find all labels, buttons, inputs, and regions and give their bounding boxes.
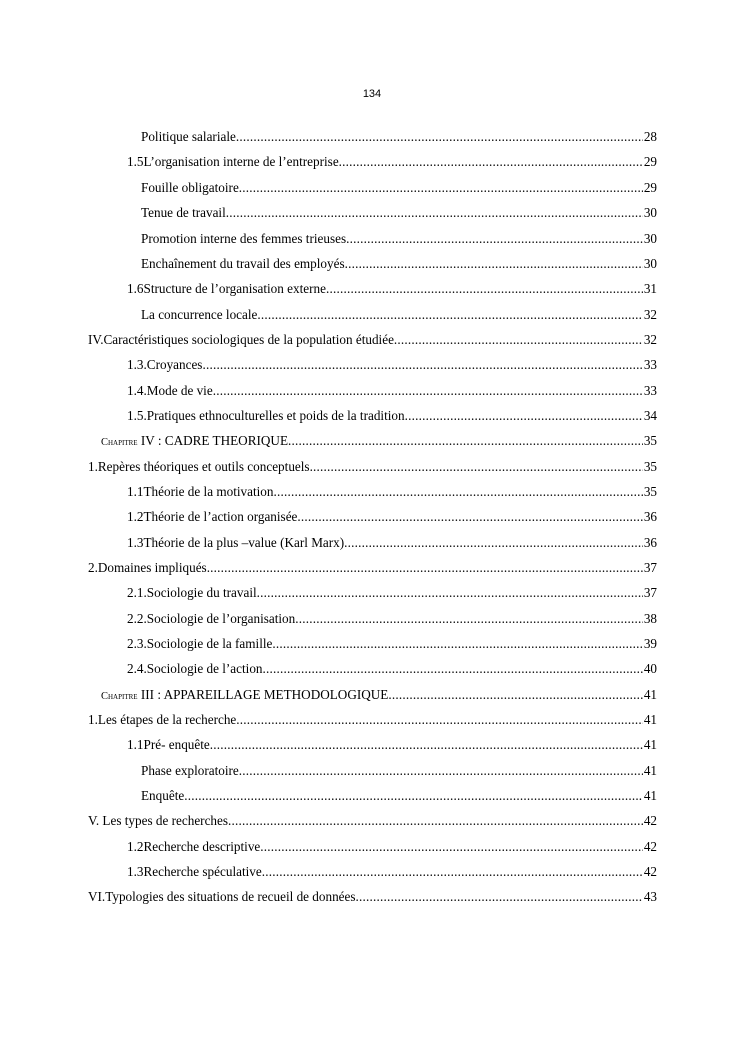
toc-entry-number: 1.6	[127, 281, 144, 296]
toc-dot-leader	[213, 381, 643, 401]
toc-entry-page: 39	[643, 636, 657, 651]
toc-entry[interactable]	[88, 330, 657, 350]
toc-entry-title: Recherche spéculative	[143, 864, 262, 879]
toc-entry-title	[101, 431, 288, 453]
toc-dot-leader	[297, 507, 642, 527]
toc-entry[interactable]	[141, 127, 657, 147]
toc-entry-title: Sociologie de l’organisation	[146, 611, 296, 626]
toc-entry-page: 31	[643, 281, 657, 296]
toc-dot-leader	[210, 735, 643, 755]
toc-entry-number: 1.4.	[127, 383, 147, 398]
toc-entry-title: Phase exploratoire	[141, 763, 239, 778]
toc-entry-number: 1.3	[127, 535, 144, 550]
toc-entry[interactable]	[127, 355, 657, 375]
toc-entry-page: 42	[643, 813, 657, 828]
chapter-title: IV : CADRE THEORIQUE	[140, 433, 288, 448]
toc-entry-page: 35	[643, 433, 657, 448]
toc-dot-leader	[262, 862, 643, 882]
toc-entry[interactable]	[127, 482, 657, 502]
toc-entry-page: 41	[643, 687, 657, 702]
toc-entry-page: 41	[643, 737, 657, 752]
page-number: 134	[362, 88, 382, 100]
toc-entry-title: Promotion interne des femmes trieuses	[141, 231, 347, 246]
toc-dot-leader	[236, 127, 643, 147]
toc-entry[interactable]	[141, 305, 657, 325]
toc-dot-leader	[339, 152, 643, 172]
toc-entry-page: 29	[643, 180, 657, 195]
toc-entry-title: Repères théoriques et outils conceptuels	[97, 459, 310, 474]
toc-dot-leader	[274, 482, 643, 502]
toc-dot-leader	[228, 811, 643, 831]
toc-entry[interactable]	[127, 583, 657, 603]
toc-entry[interactable]	[141, 786, 657, 806]
toc-dot-leader	[345, 254, 643, 274]
toc-dot-leader	[394, 330, 643, 350]
toc-entry[interactable]	[141, 203, 657, 223]
toc-entry-number: 1.5	[127, 154, 144, 169]
toc-entry-number: 2.	[88, 560, 98, 575]
toc-dot-leader	[239, 178, 643, 198]
toc-entry-number: 1.1	[127, 737, 144, 752]
toc-entry-number: 1.1	[127, 484, 144, 499]
toc-entry[interactable]	[88, 811, 657, 831]
toc-dot-leader	[310, 457, 643, 477]
toc-entry-title: Mode de vie	[146, 383, 213, 398]
toc-entry-number: 2.4.	[127, 661, 147, 676]
toc-entry-title: V. Les types de recherches	[88, 813, 228, 828]
toc-entry-page: 42	[643, 864, 657, 879]
toc-entry-page: 41	[643, 788, 657, 803]
toc-entry-page: 38	[643, 611, 657, 626]
toc-entry-page: 41	[643, 763, 657, 778]
toc-entry[interactable]	[127, 862, 657, 882]
toc-dot-leader	[263, 659, 643, 679]
chapter-prefix: Chapitre	[101, 691, 138, 702]
toc-dot-leader	[288, 431, 643, 451]
toc-entry[interactable]	[127, 279, 657, 299]
toc-entry-page: 33	[643, 383, 657, 398]
toc-entry-title: Enquête	[141, 788, 185, 803]
toc-entry-number: 1.2	[127, 839, 144, 854]
toc-entry-title: Fouille obligatoire	[141, 180, 239, 195]
toc-entry-title: Tenue de travail	[141, 205, 226, 220]
toc-dot-leader	[260, 837, 643, 857]
toc-entry-page: 29	[643, 154, 657, 169]
toc-entry-page: 36	[643, 535, 657, 550]
toc-entry-page: 32	[643, 332, 657, 347]
toc-entry[interactable]	[88, 457, 657, 477]
toc-dot-leader	[207, 558, 643, 578]
toc-entry[interactable]	[88, 558, 657, 578]
toc-entry[interactable]	[88, 710, 657, 730]
toc-entry[interactable]	[127, 735, 657, 755]
toc-entry-number: 2.3.	[127, 636, 147, 651]
toc-entry-page: 41	[643, 712, 657, 727]
toc-entry-title: Sociologie de l’action	[146, 661, 263, 676]
toc-entry-number: 1.	[88, 712, 98, 727]
toc-entry-title: La concurrence locale	[141, 307, 258, 322]
toc-entry-title: Sociologie du travail	[146, 585, 257, 600]
toc-entry-page: 43	[643, 889, 657, 904]
toc-entry-number: 2.1.	[127, 585, 147, 600]
toc-dot-leader	[202, 355, 642, 375]
toc-dot-leader	[388, 685, 642, 705]
toc-entry-title	[101, 685, 388, 707]
chapter-prefix: Chapitre	[101, 437, 138, 448]
toc-entry-title: Enchaînement du travail des employés	[141, 256, 345, 271]
toc-entry-page: 28	[643, 129, 657, 144]
toc-entry[interactable]	[127, 533, 657, 553]
toc-entry-page: 40	[643, 661, 657, 676]
toc-entry-page: 34	[643, 408, 657, 423]
toc-dot-leader	[346, 229, 643, 249]
toc-dot-leader	[257, 583, 643, 603]
toc-entry[interactable]	[141, 229, 657, 249]
toc-entry-page: 30	[643, 256, 657, 271]
toc-entry[interactable]	[127, 152, 657, 172]
toc-entry-title: L’organisation interne de l’entreprise	[143, 154, 339, 169]
toc-dot-leader	[405, 406, 643, 426]
chapter-title: III : APPAREILLAGE METHODOLOGIQUE	[140, 687, 389, 702]
toc-entry-title: Structure de l’organisation externe	[143, 281, 326, 296]
toc-dot-leader	[184, 786, 643, 806]
toc-entry-page: 37	[643, 560, 657, 575]
toc-entry-page: 30	[643, 205, 657, 220]
toc-entry-page: 30	[643, 231, 657, 246]
toc-entry[interactable]	[127, 507, 657, 527]
toc-dot-leader	[356, 887, 643, 907]
toc-entry[interactable]	[141, 254, 657, 274]
toc-dot-leader	[326, 279, 643, 299]
toc-dot-leader	[272, 634, 642, 654]
toc-entry-page: 33	[643, 357, 657, 372]
toc-dot-leader	[236, 710, 643, 730]
toc-entry-page: 36	[643, 509, 657, 524]
toc-entry-title: Sociologie de la famille	[146, 636, 273, 651]
toc-entry[interactable]	[127, 381, 657, 401]
toc-entry-title: Pré- enquête	[143, 737, 210, 752]
toc-entry-number: 1.	[88, 459, 98, 474]
toc-entry-title: IV.Caractéristiques sociologiques de la population étudiée	[88, 332, 394, 347]
toc-entry[interactable]	[127, 659, 657, 679]
toc-entry[interactable]	[88, 887, 657, 907]
toc-dot-leader	[257, 305, 642, 325]
toc-entry-title: Les étapes de la recherche	[97, 712, 237, 727]
toc-entry-number: 2.2.	[127, 611, 147, 626]
toc-entry[interactable]	[127, 634, 657, 654]
toc-chapter-entry[interactable]	[101, 685, 657, 705]
toc-entry-title: Domaines impliqués	[97, 560, 207, 575]
toc-entry[interactable]	[127, 406, 657, 426]
toc-entry-page: 32	[643, 307, 657, 322]
toc-entry-title: Croyances	[146, 357, 203, 372]
toc-entry-number: 1.3	[127, 864, 144, 879]
toc-entry-title: Politique salariale	[141, 129, 236, 144]
toc-entry-page: 42	[643, 839, 657, 854]
toc-entry-title: Théorie de la plus –value (Karl Marx)	[143, 535, 345, 550]
toc-entry-title: Théorie de la motivation	[143, 484, 274, 499]
toc-dot-leader	[344, 533, 643, 553]
toc-chapter-entry[interactable]	[101, 431, 657, 451]
toc-entry-title: Théorie de l’action organisée	[143, 509, 298, 524]
toc-entry-page: 37	[643, 585, 657, 600]
toc-entry-number: 1.3.	[127, 357, 147, 372]
toc-entry[interactable]	[141, 761, 657, 781]
toc-entry[interactable]	[127, 837, 657, 857]
toc-entry-title: VI.Typologies des situations de recueil de données	[88, 889, 356, 904]
toc-entry[interactable]	[141, 178, 657, 198]
toc-entry[interactable]	[127, 609, 657, 629]
toc-dot-leader	[239, 761, 643, 781]
toc-entry-number: 1.5.	[127, 408, 147, 423]
toc-entry-page: 35	[643, 459, 657, 474]
toc-entry-number: 1.2	[127, 509, 144, 524]
toc-dot-leader	[226, 203, 643, 223]
toc-entry-page: 35	[643, 484, 657, 499]
toc-entry-title: Recherche descriptive	[143, 839, 261, 854]
toc-dot-leader	[295, 609, 643, 629]
toc-entry-title: Pratiques ethnoculturelles et poids de la tradition	[146, 408, 405, 423]
